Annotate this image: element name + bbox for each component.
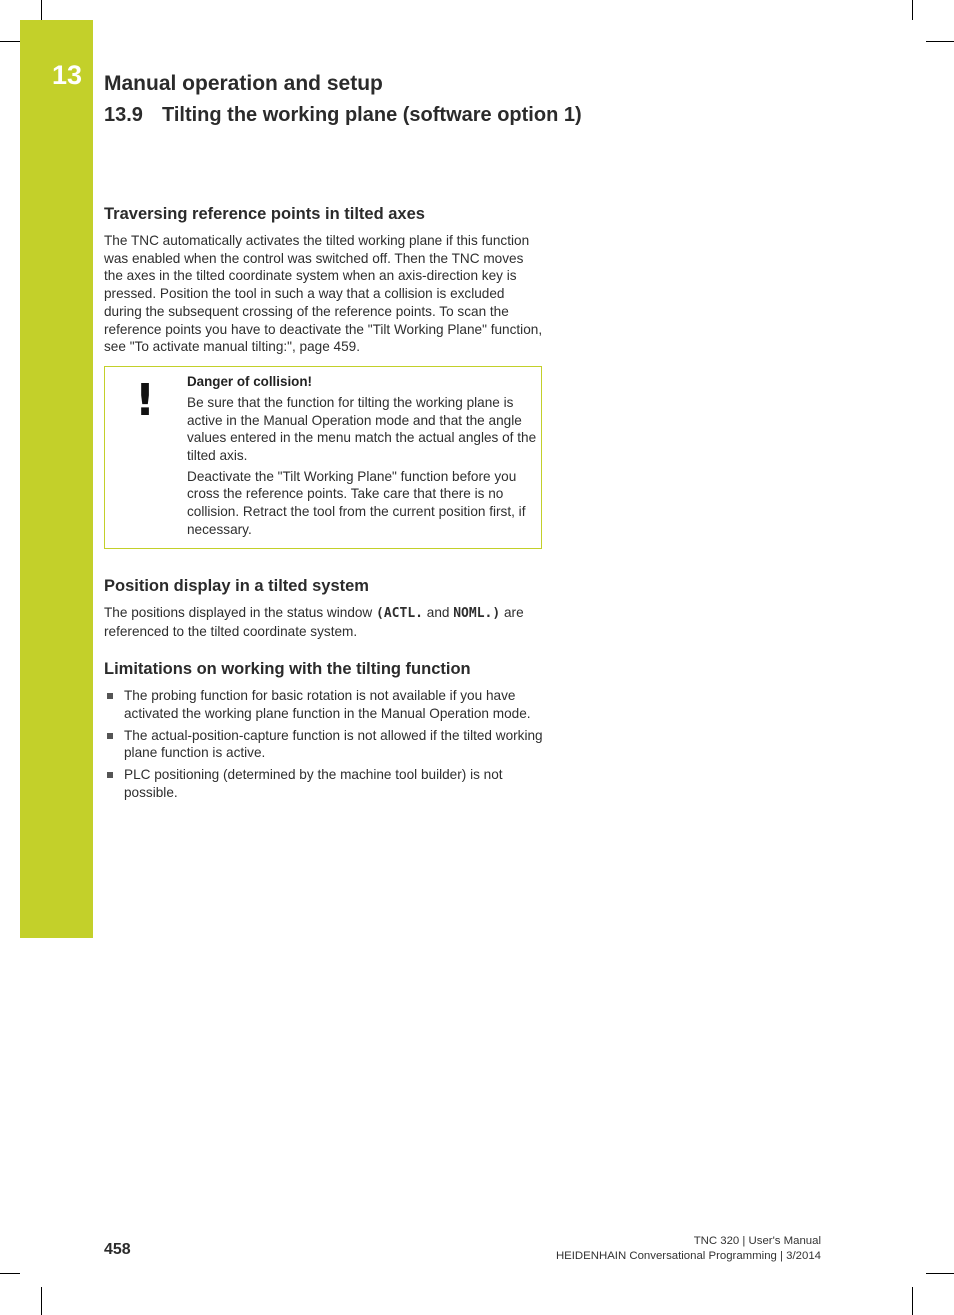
heading-limitations: Limitations on working with the tilting function	[104, 660, 471, 679]
text-fragment: are referenced to the tilted coordinate system.	[104, 604, 524, 639]
crop-mark	[912, 0, 913, 20]
footer-info	[556, 1234, 821, 1263]
crop-mark	[926, 41, 954, 42]
page-number: 458	[104, 1241, 131, 1258]
paragraph-traversing: The TNC automatically activates the tilted working plane if this function was enabled when the control was switched off. Then the TNC moves the axes in the tilted coordinate system when an axis-direction key is pressed. Position the tool in such a way that a collision is excluded during the subsequent crossing of the reference points. To scan the reference points you have to deactivate the "Tilt Working Plane" function, see "To activate manual tilting:", page 459.	[104, 233, 543, 355]
main-content	[104, 205, 544, 806]
list-item-text: The actual-position-capture function is not allowed if the tilted working plane function is active.	[124, 727, 543, 761]
footer-line: HEIDENHAIN Conversational Programming | 3/2014	[555, 1249, 821, 1262]
bullet-square-icon	[107, 693, 113, 699]
footer-line: TNC 320 | User's Manual	[693, 1235, 821, 1247]
section-number: 13.9	[104, 104, 143, 126]
chapter-sidebar	[20, 20, 93, 938]
list-item	[104, 727, 544, 762]
heading-position-display: Position display in a tilted system	[104, 576, 369, 595]
section-title-text: Tilting the working plane (software option 1)	[162, 104, 582, 126]
list-item	[104, 687, 544, 722]
chapter-title: Manual operation and setup	[104, 72, 383, 95]
code-actl: (ACTL.	[376, 605, 423, 621]
text-fragment: and	[423, 604, 454, 620]
list-item	[104, 766, 544, 801]
crop-mark	[912, 1287, 913, 1315]
text-fragment: The positions displayed in the status window	[104, 604, 377, 620]
warning-title: Danger of collision!	[187, 373, 312, 389]
crop-mark	[0, 1273, 20, 1274]
warning-paragraph: Deactivate the "Tilt Working Plane" function before you cross the reference points. Take care that there is no collision. Retract the tool from the current position first, if necessary.	[187, 468, 526, 537]
crop-mark	[41, 1287, 42, 1315]
heading-traversing: Traversing reference points in tilted axes	[104, 205, 425, 223]
crop-mark	[0, 41, 20, 42]
paragraph-position-display	[104, 604, 544, 640]
bullet-square-icon	[107, 733, 113, 739]
exclamation-icon: !	[135, 374, 156, 426]
bullet-square-icon	[107, 772, 113, 778]
limitations-list	[104, 687, 544, 801]
warning-box	[104, 366, 542, 549]
list-item-text: PLC positioning (determined by the machine tool builder) is not possible.	[124, 767, 503, 800]
section-title	[104, 104, 582, 127]
chapter-number: 13	[52, 60, 83, 90]
code-noml: NOML.)	[453, 605, 501, 621]
list-item-text: The probing function for basic rotation is not available if you have activated the working plane function in the Manual Operation mode.	[124, 688, 531, 722]
crop-mark	[41, 0, 42, 20]
warning-text	[187, 374, 537, 542]
crop-mark	[926, 1273, 954, 1274]
warning-paragraph: Be sure that the function for tilting the working plane is active in the Manual Operation mode and that the angle values entered in the menu match the actual angles of the tilted axis.	[187, 394, 537, 464]
